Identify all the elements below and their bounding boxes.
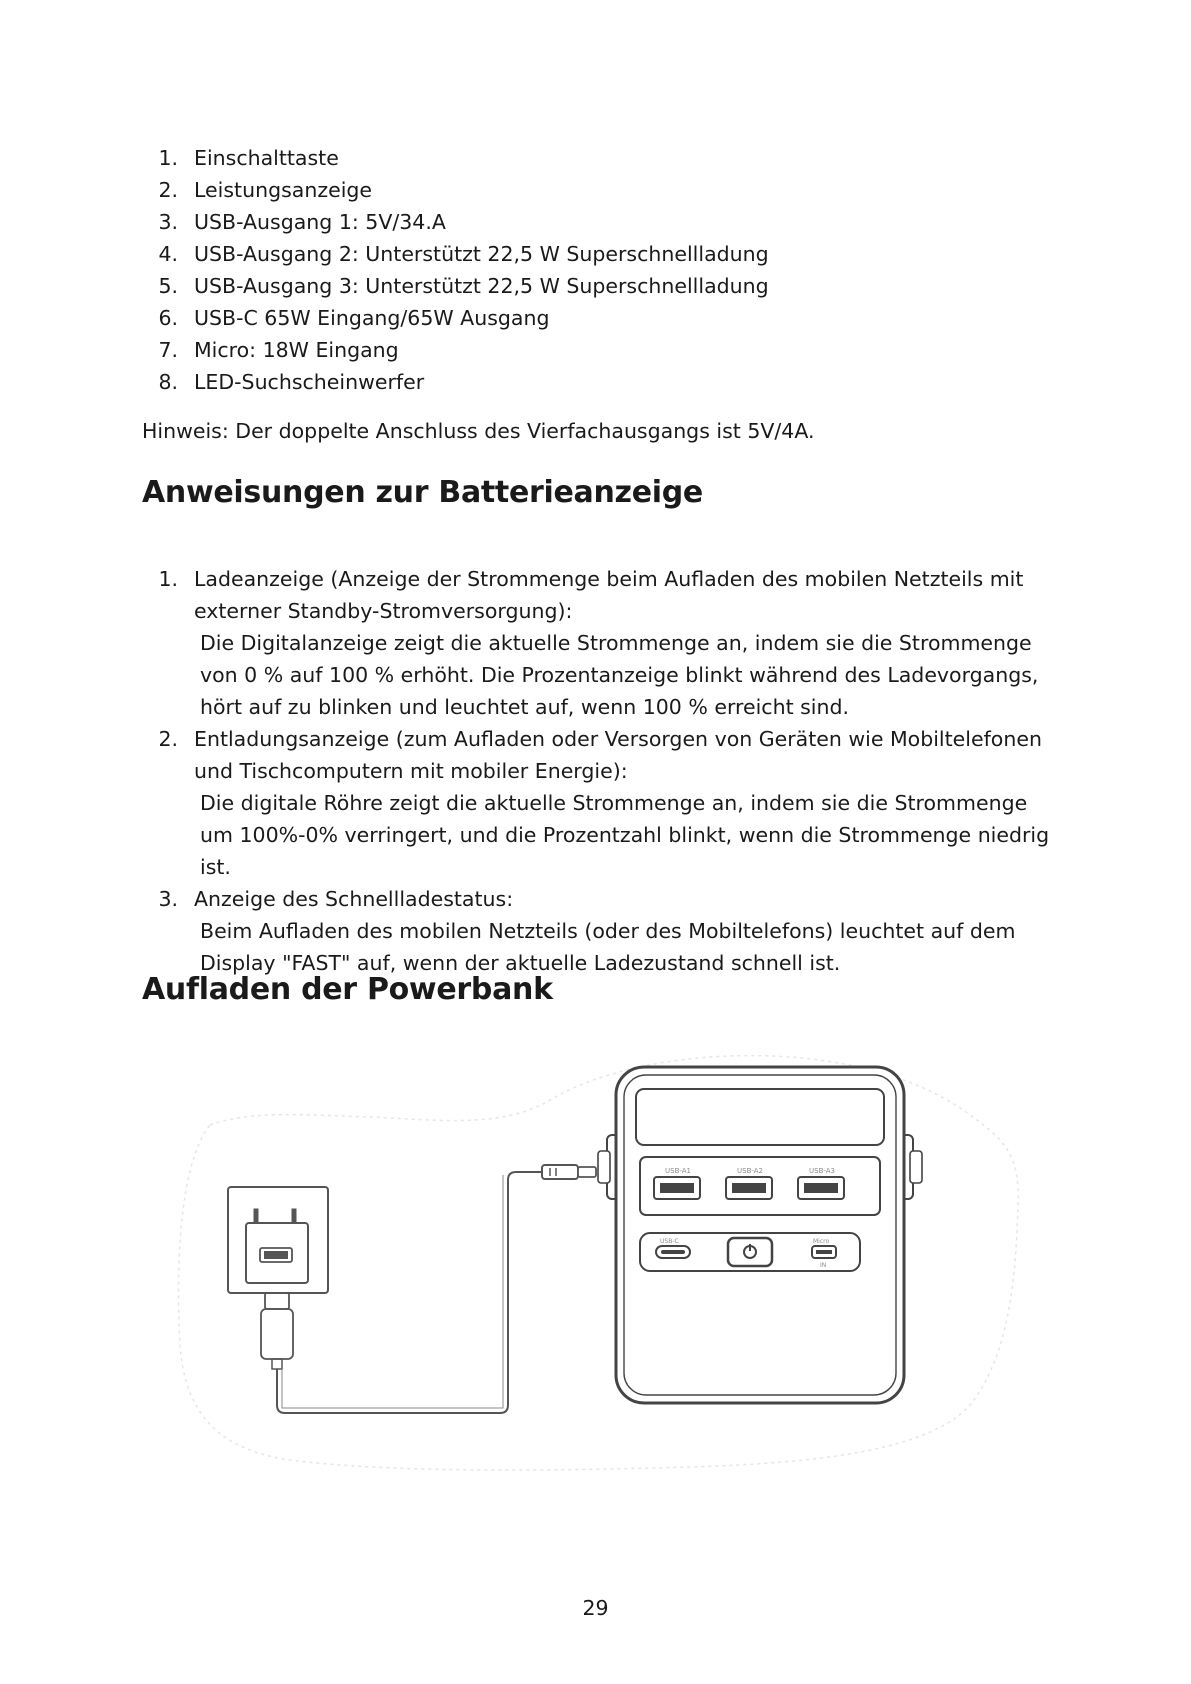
list-number: 8. xyxy=(158,370,178,394)
list-item xyxy=(142,366,1042,398)
list-number: 6. xyxy=(158,306,178,330)
list-text: Micro: 18W Eingang xyxy=(194,338,399,362)
list-item-body xyxy=(194,723,1062,883)
note-text: Hinweis: Der doppelte Anschluss des Vierfachausgangs ist 5V/4A. xyxy=(142,419,815,443)
list-text: USB-Ausgang 2: Unterstützt 22,5 W Superschnellladung xyxy=(194,242,769,266)
list-text: Einschalttaste xyxy=(194,146,339,170)
list-number: 1. xyxy=(158,146,178,170)
list-text: USB-C 65W Eingang/65W Ausgang xyxy=(194,306,550,330)
list-number: 2. xyxy=(158,178,178,202)
usb-a2-label: USB-A2 xyxy=(737,1167,763,1175)
list-item xyxy=(142,142,1042,174)
list-item xyxy=(142,883,1062,979)
list-text: Leistungsanzeige xyxy=(194,178,373,202)
list-item xyxy=(142,723,1062,883)
micro-in-label: IN xyxy=(820,1262,827,1269)
powerbank-charging-illustration xyxy=(170,1055,1030,1475)
list-item-title: Entladungsanzeige (zum Aufladen oder Versorgen von Geräten wie Mobiltelefonen und Tischcomputern mit mobiler Energie): xyxy=(194,727,1042,783)
micro-label: Micro xyxy=(813,1238,830,1245)
list-text: USB-Ausgang 3: Unterstützt 22,5 W Superschnellladung xyxy=(194,274,769,298)
usb-a3-label: USB-A3 xyxy=(809,1167,835,1175)
usb-c-label: USB-C xyxy=(660,1238,679,1245)
list-item-description: Die Digitalanzeige zeigt die aktuelle Strommenge an, indem sie die Strommenge von 0 % auf 100 % erhöht. Die Prozentanzeige blinkt während des Ladevorgangs, hört auf zu blinken und leuchtet auf, wenn 100 % erreicht sind. xyxy=(200,631,1039,719)
list-item-title: Anzeige des Schnellladestatus: xyxy=(194,887,514,911)
list-number: 4. xyxy=(158,242,178,266)
usb-a1-label: USB-A1 xyxy=(665,1167,691,1175)
parts-list xyxy=(142,142,1042,398)
list-item xyxy=(142,270,1042,302)
list-item xyxy=(142,302,1042,334)
section-heading-battery: Anweisungen zur Batterieanzeige xyxy=(142,475,703,510)
battery-instructions-list xyxy=(142,563,1062,979)
list-item-body xyxy=(194,883,1062,979)
list-item xyxy=(142,206,1042,238)
power-bank xyxy=(598,1067,922,1403)
list-item xyxy=(142,334,1042,366)
list-item-body xyxy=(194,563,1062,723)
section-heading-charging: Aufladen der Powerbank xyxy=(142,972,553,1007)
page-number: 29 xyxy=(582,1596,609,1620)
list-number: 5. xyxy=(158,274,178,298)
list-text: USB-Ausgang 1: 5V/34.A xyxy=(194,210,446,234)
list-item xyxy=(142,238,1042,270)
list-item-title: Ladeanzeige (Anzeige der Strommenge beim Aufladen des mobilen Netzteils mit externer Standby-Stromversorgung): xyxy=(194,567,1024,623)
list-number: 3. xyxy=(158,210,178,234)
list-item-description: Beim Aufladen des mobilen Netzteils (oder des Mobiltelefons) leuchtet auf dem Display "FAST" auf, wenn der aktuelle Ladezustand schnell ist. xyxy=(200,919,1016,975)
usb-c-plug xyxy=(542,1165,596,1179)
list-item xyxy=(142,174,1042,206)
list-number: 2. xyxy=(158,727,178,751)
list-number: 1. xyxy=(158,567,178,591)
list-item-description: Die digitale Röhre zeigt die aktuelle Strommenge an, indem sie die Strommenge um 100%-0% verringert, und die Prozentzahl blinkt, wenn die Strommenge niedrig ist. xyxy=(200,791,1050,879)
list-item xyxy=(142,563,1062,723)
list-number: 7. xyxy=(158,338,178,362)
list-text: LED-Suchscheinwerfer xyxy=(194,370,425,394)
list-number: 3. xyxy=(158,887,178,911)
